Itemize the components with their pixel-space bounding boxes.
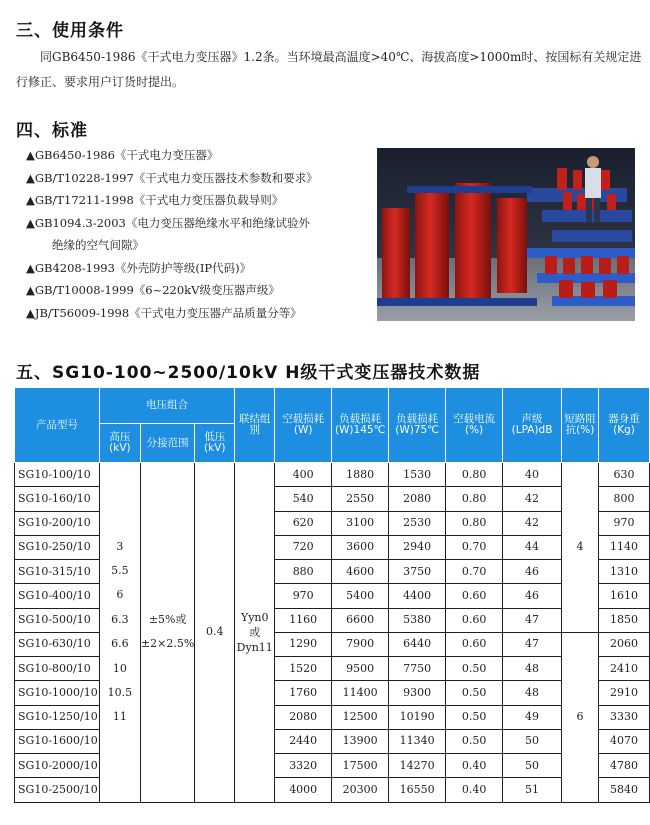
- no-load-current-cell: 0.80: [446, 511, 503, 535]
- hv-value: 5.5: [111, 564, 129, 578]
- tap-range-cell: [140, 463, 194, 803]
- weight-cell: 1850: [598, 608, 649, 632]
- header-load-loss-145: 负载损耗(W)145℃: [332, 388, 389, 463]
- model-cell: SG10-100/10: [15, 463, 100, 487]
- connection-value: 或: [249, 625, 261, 639]
- hv-value: 10.5: [107, 686, 133, 700]
- hv-value: 6: [116, 588, 124, 602]
- load-loss-75-cell: 11340: [389, 729, 446, 753]
- sound-level-cell: 47: [503, 608, 562, 632]
- header-connection: 联结组别: [235, 388, 275, 463]
- load-loss-145-cell: 2550: [332, 487, 389, 511]
- no-load-loss-cell: 720: [275, 535, 332, 559]
- no-load-loss-cell: 1520: [275, 657, 332, 681]
- standard-item: ▲GB/T10008-1999《6~220kV级变压器声级》: [26, 283, 280, 297]
- impedance-cell: 6: [562, 632, 599, 802]
- connection-value: Dyn11: [236, 640, 273, 654]
- no-load-current-cell: 0.50: [446, 705, 503, 729]
- model-cell: SG10-2500/10: [15, 778, 100, 802]
- header-tap-range: 分接范围: [140, 424, 194, 463]
- load-loss-75-cell: 7750: [389, 657, 446, 681]
- lv-value-cell: 0.4: [195, 463, 235, 803]
- header-hv: 高压(kV): [99, 424, 140, 463]
- standard-item: ▲GB6450-1986《干式电力变压器》: [26, 148, 219, 162]
- load-loss-145-cell: 20300: [332, 778, 389, 802]
- hv-value: 10: [112, 661, 127, 675]
- model-cell: SG10-800/10: [15, 657, 100, 681]
- model-cell: SG10-1000/10: [15, 681, 100, 705]
- load-loss-145-cell: 5400: [332, 584, 389, 608]
- connection-cell: [235, 463, 275, 803]
- load-loss-75-cell: 2080: [389, 487, 446, 511]
- header-sound-level: 声级(LPA)dB: [503, 388, 562, 463]
- model-cell: SG10-250/10: [15, 535, 100, 559]
- sound-level-cell: 46: [503, 560, 562, 584]
- no-load-current-cell: 0.50: [446, 681, 503, 705]
- standard-item: ▲GB/T17211-1998《干式电力变压器负载导则》: [26, 193, 284, 207]
- weight-cell: 630: [598, 463, 649, 487]
- no-load-current-cell: 0.50: [446, 729, 503, 753]
- model-cell: SG10-1600/10: [15, 729, 100, 753]
- weight-cell: 1610: [598, 584, 649, 608]
- model-cell: SG10-500/10: [15, 608, 100, 632]
- technical-data-table: [14, 387, 650, 803]
- no-load-loss-cell: 3320: [275, 754, 332, 778]
- weight-cell: 970: [598, 511, 649, 535]
- standards-list: [26, 144, 318, 324]
- weight-cell: 4780: [598, 754, 649, 778]
- weight-cell: 800: [598, 487, 649, 511]
- load-loss-75-cell: 5380: [389, 608, 446, 632]
- table-row: [15, 463, 650, 487]
- no-load-current-cell: 0.60: [446, 584, 503, 608]
- load-loss-75-cell: 14270: [389, 754, 446, 778]
- sound-level-cell: 46: [503, 584, 562, 608]
- load-loss-145-cell: 12500: [332, 705, 389, 729]
- header-model: 产品型号: [15, 388, 100, 463]
- load-loss-145-cell: 7900: [332, 632, 389, 656]
- no-load-loss-cell: 1290: [275, 632, 332, 656]
- header-impedance: 短路阻抗(%): [562, 388, 599, 463]
- hv-value: 11: [112, 710, 127, 724]
- sound-level-cell: 42: [503, 511, 562, 535]
- section-3-heading: 三、使用条件: [16, 21, 124, 41]
- load-loss-145-cell: 3100: [332, 511, 389, 535]
- no-load-current-cell: 0.60: [446, 608, 503, 632]
- load-loss-75-cell: 1530: [389, 463, 446, 487]
- load-loss-75-cell: 16550: [389, 778, 446, 802]
- weight-cell: 5840: [598, 778, 649, 802]
- no-load-current-cell: 0.70: [446, 535, 503, 559]
- model-cell: SG10-160/10: [15, 487, 100, 511]
- table-body: [15, 463, 650, 803]
- load-loss-145-cell: 1880: [332, 463, 389, 487]
- section-4-heading: 四、标准: [16, 121, 88, 141]
- sound-level-cell: 44: [503, 535, 562, 559]
- standard-item: ▲GB4208-1993《外壳防护等级(IP代码)》: [26, 260, 252, 275]
- no-load-loss-cell: 4000: [275, 778, 332, 802]
- load-loss-145-cell: 3600: [332, 535, 389, 559]
- sound-level-cell: 48: [503, 657, 562, 681]
- no-load-current-cell: 0.80: [446, 487, 503, 511]
- sound-level-cell: 47: [503, 632, 562, 656]
- load-loss-145-cell: 13900: [332, 729, 389, 753]
- header-lv: 低压(kV): [195, 424, 235, 463]
- model-cell: SG10-2000/10: [15, 754, 100, 778]
- standard-item: ▲JB/T56009-1998《干式电力变压器产品质量分等》: [26, 305, 302, 320]
- weight-cell: 1310: [598, 560, 649, 584]
- sound-level-cell: 49: [503, 705, 562, 729]
- no-load-current-cell: 0.40: [446, 754, 503, 778]
- sound-level-cell: 42: [503, 487, 562, 511]
- load-loss-75-cell: 4400: [389, 584, 446, 608]
- transformer-factory-photo: [377, 148, 635, 321]
- standard-item: ▲GB/T10228-1997《干式电力变压器技术参数和要求》: [26, 170, 318, 185]
- weight-cell: 1140: [598, 535, 649, 559]
- load-loss-145-cell: 4600: [332, 560, 389, 584]
- tap-range-value: ±2×2.5%: [140, 637, 195, 651]
- hv-value: 6.3: [111, 612, 129, 626]
- header-load-loss-75: 负载损耗(W)75℃: [389, 388, 446, 463]
- no-load-current-cell: 0.80: [446, 463, 503, 487]
- no-load-loss-cell: 620: [275, 511, 332, 535]
- impedance-cell: 4: [562, 463, 599, 633]
- load-loss-75-cell: 2940: [389, 535, 446, 559]
- load-loss-145-cell: 17500: [332, 754, 389, 778]
- model-cell: SG10-1250/10: [15, 705, 100, 729]
- hv-value: 3: [116, 539, 124, 553]
- no-load-loss-cell: 1160: [275, 608, 332, 632]
- load-loss-75-cell: 9300: [389, 681, 446, 705]
- model-cell: SG10-630/10: [15, 632, 100, 656]
- no-load-loss-cell: 540: [275, 487, 332, 511]
- standard-item: ▲GB1094.3-2003《电力变压器绝缘水平和绝缘试验外: [26, 215, 310, 230]
- hv-value: 6.6: [111, 637, 129, 651]
- no-load-loss-cell: 1760: [275, 681, 332, 705]
- load-loss-75-cell: 3750: [389, 560, 446, 584]
- no-load-loss-cell: 970: [275, 584, 332, 608]
- sound-level-cell: 50: [503, 729, 562, 753]
- usage-conditions-text: 同GB6450-1986《干式电力变压器》1.2条。当环境最高温度>40℃、海拔高度>1000m时、按国标有关规定进行修正、要求用户订货时提出。: [16, 50, 642, 89]
- tap-range-value: ±5%或: [148, 613, 187, 627]
- no-load-loss-cell: 2440: [275, 729, 332, 753]
- no-load-current-cell: 0.50: [446, 657, 503, 681]
- model-cell: SG10-315/10: [15, 560, 100, 584]
- load-loss-75-cell: 10190: [389, 705, 446, 729]
- load-loss-75-cell: 6440: [389, 632, 446, 656]
- sound-level-cell: 51: [503, 778, 562, 802]
- load-loss-145-cell: 11400: [332, 681, 389, 705]
- no-load-loss-cell: 2080: [275, 705, 332, 729]
- hv-values-cell: [99, 463, 140, 803]
- header-voltage-group: 电压组合: [99, 388, 234, 424]
- weight-cell: 2910: [598, 681, 649, 705]
- no-load-current-cell: 0.60: [446, 632, 503, 656]
- weight-cell: 4070: [598, 729, 649, 753]
- weight-cell: 3330: [598, 705, 649, 729]
- header-no-load-current: 空载电流(%): [446, 388, 503, 463]
- model-cell: SG10-400/10: [15, 584, 100, 608]
- no-load-loss-cell: 400: [275, 463, 332, 487]
- sound-level-cell: 50: [503, 754, 562, 778]
- load-loss-75-cell: 2530: [389, 511, 446, 535]
- connection-value: Yyn0: [240, 610, 269, 624]
- sound-level-cell: 40: [503, 463, 562, 487]
- header-no-load-loss: 空载损耗(W): [275, 388, 332, 463]
- no-load-current-cell: 0.40: [446, 778, 503, 802]
- header-weight: 器身重(Kg): [598, 388, 649, 463]
- no-load-current-cell: 0.70: [446, 560, 503, 584]
- weight-cell: 2410: [598, 657, 649, 681]
- load-loss-145-cell: 9500: [332, 657, 389, 681]
- load-loss-145-cell: 6600: [332, 608, 389, 632]
- no-load-loss-cell: 880: [275, 560, 332, 584]
- weight-cell: 2060: [598, 632, 649, 656]
- standard-item-continuation: 绝缘的空气间隙》: [52, 238, 144, 252]
- model-cell: SG10-200/10: [15, 511, 100, 535]
- section-5-heading: 五、SG10-100~2500/10kV H级干式变压器技术数据: [16, 363, 481, 383]
- sound-level-cell: 48: [503, 681, 562, 705]
